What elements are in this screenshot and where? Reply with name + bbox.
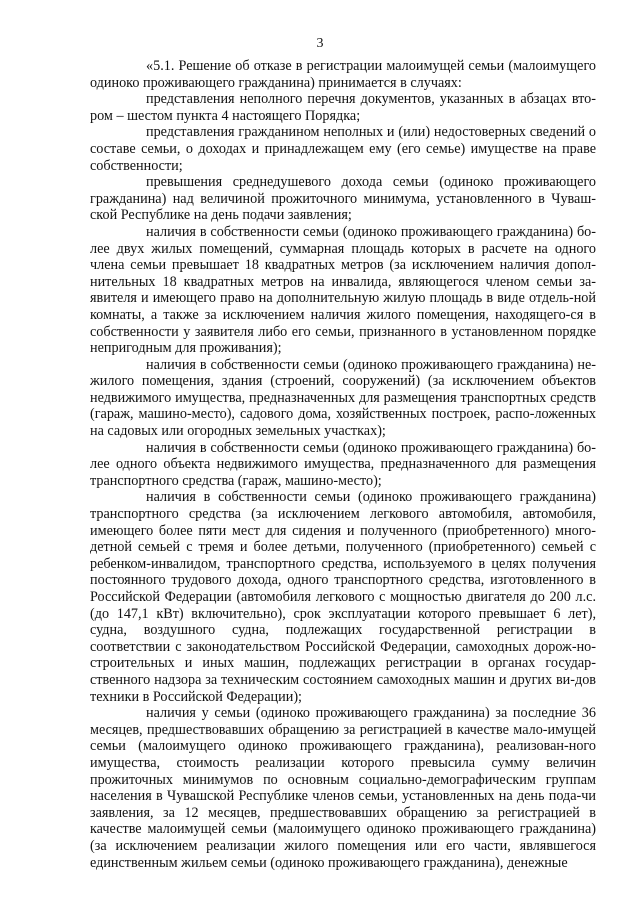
paragraph-sold-property: наличия у семьи (одиноко проживающего гражданина) за последние 36 месяцев, предшествовавших обращению за регистрацией в качестве мало-имущей семьи (малоимущего одиноко проживающего гражданина), реализован-ного имущества, стоимость реализации которого превысила сумму величин прожиточных минимумов по основным социально-демографическим группам населения в Чувашской Республике членов семьи, установленных на день пода-чи заявления, за 12 месяцев, предшествовавших обращению за регистрацией в качестве малоимущей семьи (малоимущего одиноко проживающего гражданина) (за исключением реализации жилого помещения или его части, являвшегося единственным жильем семьи (одиноко проживающего гражданина), денежные bbox=[90, 705, 596, 871]
paragraph-intro: «5.1. Решение об отказе в регистрации малоимущей семьи (малоимущего одиноко проживающего гражданина) принимается в случаях: bbox=[90, 58, 596, 91]
paragraph-residential-property: наличия в собственности семьи (одиноко проживающего гражданина) бо-лее двух жилых помещений, суммарная площадь которых в расчете на одного члена семьи превышает 18 квадратных метров (за исключением наличия допол-нительных 18 квадратных метров на инвалида, являющегося членом семьи за-явителя и имеющего право на дополнительную жилую площадь в виде отдель-ной комнаты, а также за исключением наличия жилого помещения, находящего-ся в собственности у заявителя либо его семьи, признанного в установленном порядке непригодным для проживания); bbox=[90, 223, 596, 357]
paragraph-incomplete-documents: представления неполного перечня документов, указанных в абзацах вто-ром – шестом пункта 4 настоящего Порядка; bbox=[90, 91, 596, 124]
paragraph-vehicle-property: наличия в собственности семьи (одиноко проживающего гражданина) транспортного средства (за исключением легкового автомобиля, автомобиля, имеющего более пяти мест для сидения и полученного (приобретенного) много-детной семьей с тремя и более детьми, полученного (приобретенного) семьей с ребенком-инвалидом, транспортного средства, используемого в целях получения постоянного трудового дохода, одного транспортного средства, изготовленного в Российской Федерации (автомобиля легкового с мощностью двигателя до 200 л.с. (до 147,1 кВт) включительно), срок эксплуатации которого превышает 6 лет), судна, воздушного судна, подлежащих государственной регистрации в соответствии с законодательством Российской Федерации, самоходных дорож-но-строительных и иных машин, подлежащих регистрации в органах государ-ственного надзора за техническим состоянием самоходных машин и других ви-дов техники в Российской Федерации); bbox=[90, 489, 596, 705]
paragraph-garage-property: наличия в собственности семьи (одиноко проживающего гражданина) бо-лее одного объекта недвижимого имущества, предназначенного для размещения транспортного средства (гараж, машино-место); bbox=[90, 439, 596, 489]
page-number: 3 bbox=[316, 36, 324, 51]
paragraph-income-excess: превышения среднедушевого дохода семьи (одиноко проживающего гражданина) над величиной прожиточного минимума, установленного в Чуваш-ской Республике на день подачи заявления; bbox=[90, 174, 596, 224]
paragraph-false-information: представления гражданином неполных и (или) недостоверных сведений о составе семьи, о доходах и принадлежащем ему (его семье) имуществе на праве собственности; bbox=[90, 124, 596, 174]
paragraph-nonresidential-property: наличия в собственности семьи (одиноко проживающего гражданина) не-жилого помещения, здания (строений, сооружений) (за исключением объектов недвижимого имущества, предназначенных для размещения транспортных средств (гараж, машино-место), садового дома, хозяйственных построек, распо-ложенных на садовых или огородных земельных участках); bbox=[90, 356, 596, 440]
document-body bbox=[90, 58, 596, 871]
